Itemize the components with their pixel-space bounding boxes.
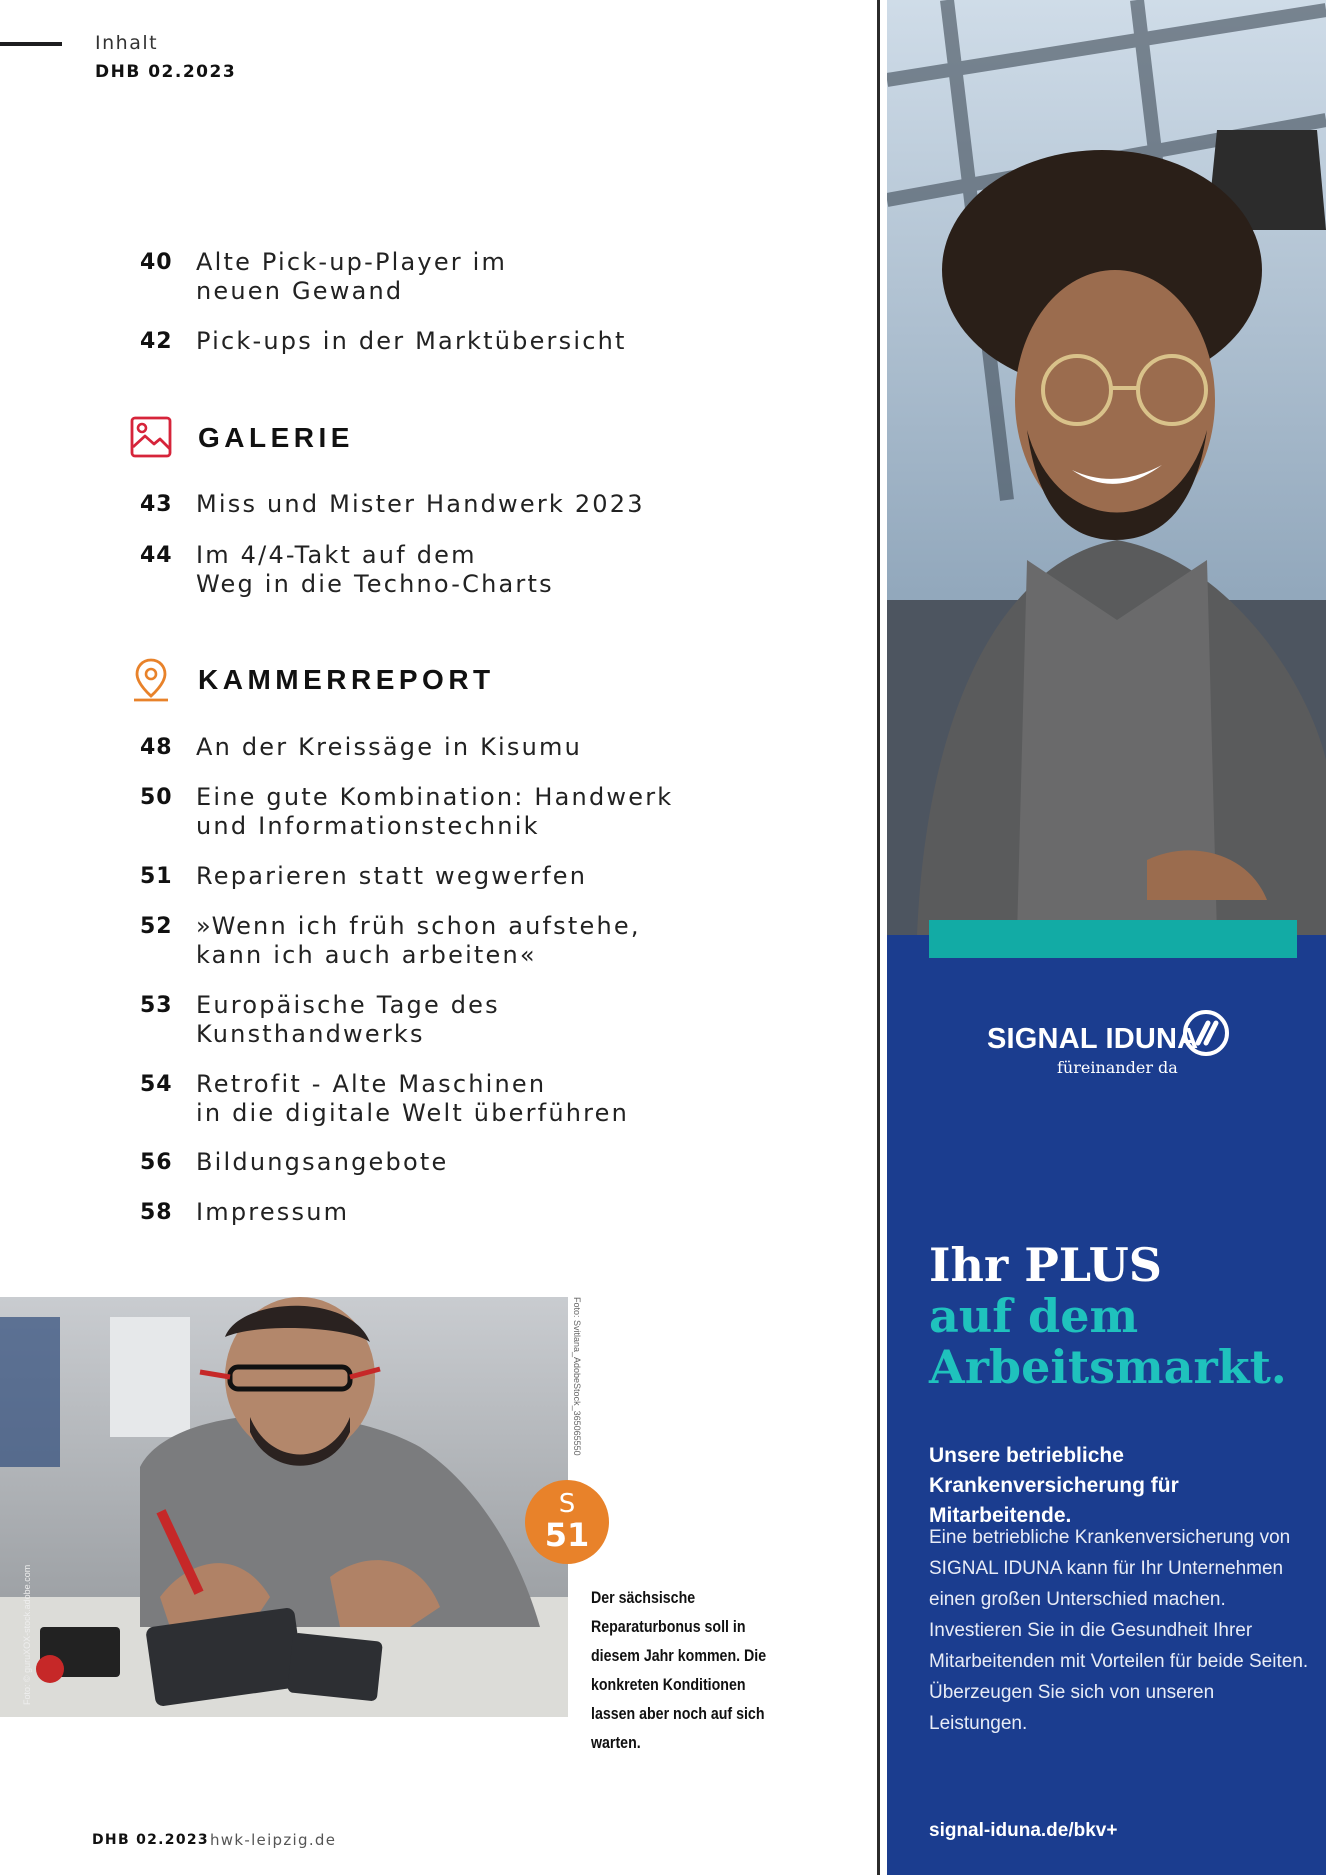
toc-page-number: 44 — [140, 543, 173, 568]
toc-title: Pick-ups in der Marktübersicht — [196, 327, 627, 355]
advertisement[interactable] — [887, 0, 1326, 1875]
toc-page-number: 53 — [140, 993, 173, 1018]
header-rule — [0, 42, 62, 46]
toc-title: Im 4/4-Takt auf dem Weg in die Techno-Charts — [196, 541, 554, 598]
ad-link[interactable]: signal-iduna.de/bkv+ — [929, 1820, 1118, 1841]
section-kicker: Inhalt — [95, 32, 159, 54]
toc-entry[interactable] — [140, 912, 641, 970]
toc-title: »Wenn ich früh schon aufstehe, kann ich auch arbeiten« — [196, 912, 641, 969]
toc-page-number: 56 — [140, 1150, 173, 1175]
brand-name: SIGNAL IDUNA — [987, 1023, 1199, 1055]
toc-page-number: 52 — [140, 914, 173, 939]
toc-entry[interactable] — [140, 1070, 629, 1128]
toc-title: Miss und Mister Handwerk 2023 — [196, 490, 645, 518]
toc-title: Bildungsangebote — [196, 1148, 449, 1176]
toc-entry[interactable] — [140, 1198, 349, 1227]
toc-entry[interactable] — [140, 862, 587, 891]
brand-mark-icon — [1182, 1009, 1230, 1057]
toc-entry[interactable] — [140, 541, 554, 599]
toc-page-number: 50 — [140, 785, 173, 810]
location-pin-icon — [128, 656, 176, 704]
section-label: GALERIE — [198, 422, 354, 453]
toc-title: Europäische Tage des Kunsthandwerks — [196, 991, 500, 1048]
section-heading-galerie — [128, 414, 354, 462]
toc-page-number: 54 — [140, 1072, 173, 1097]
page-badge[interactable] — [525, 1480, 609, 1564]
toc-page-number: 58 — [140, 1200, 173, 1225]
ad-photo-illustration — [887, 0, 1326, 935]
ad-accent-bar — [929, 920, 1297, 958]
toc-title: Alte Pick-up-Player im neuen Gewand — [196, 248, 508, 305]
toc-page-number: 43 — [140, 492, 173, 517]
ad-subheadline: Unsere betriebliche Krankenversicherung für Mitarbeitende. — [929, 1444, 1179, 1527]
toc-page-number: 40 — [140, 250, 173, 275]
photo-caption: Der sächsische Reparaturbonus soll in diesem Jahr kommen. Die konkreten Konditionen lassen aber noch auf sich warten. — [591, 1589, 767, 1752]
section-heading-kammerreport — [128, 656, 495, 704]
ad-photo — [887, 0, 1326, 935]
badge-page-number: 51 — [544, 1516, 590, 1554]
ad-headline: Ihr PLUS auf dem Arbeitsmarkt. — [929, 1238, 1287, 1394]
footer-issue: DHB 02.2023 — [92, 1832, 209, 1848]
section-label: KAMMERREPORT — [198, 664, 495, 695]
toc-page-number: 42 — [140, 329, 173, 354]
toc-title: Impressum — [196, 1198, 350, 1226]
toc-entry[interactable] — [140, 1148, 448, 1177]
repair-photo — [0, 1297, 568, 1717]
image-icon — [128, 414, 176, 462]
ad-body-text: Eine betriebliche Krankenversicherung von SIGNAL IDUNA kann für Ihr Unternehmen einen großen Unterschied machen. Investieren Sie in die Gesundheit Ihrer Mitarbeitenden mit Vorteilen für beide Seiten. Überzeugen Sie sich von unseren Leistungen. — [929, 1527, 1309, 1734]
column-divider — [877, 0, 880, 1875]
toc-title: An der Kreissäge in Kisumu — [196, 733, 583, 761]
brand-tagline: füreinander da — [1057, 1058, 1178, 1077]
toc-entry[interactable] — [140, 783, 673, 841]
toc-entry[interactable] — [140, 248, 507, 306]
issue-label: DHB 02.2023 — [95, 62, 237, 82]
toc-entry[interactable] — [140, 490, 645, 519]
photo-credit: Foto: © guruXOX-stock.adobe.com — [22, 1564, 32, 1705]
toc-entry[interactable] — [140, 733, 582, 762]
photo-credit: Foto: Svitlana_AdobeStock_365065550 — [572, 1297, 582, 1456]
brand-logo[interactable] — [987, 1005, 1247, 1085]
footer-url[interactable]: hwk-leipzig.de — [210, 1831, 337, 1849]
toc-title: Reparieren statt wegwerfen — [196, 862, 588, 890]
toc-page-number: 48 — [140, 735, 173, 760]
toc-page-number: 51 — [140, 864, 173, 889]
toc-title: Retrofit - Alte Maschinen in die digitale Welt überführen — [196, 1070, 630, 1127]
badge-prefix: S — [558, 1489, 576, 1519]
toc-entry[interactable] — [140, 991, 500, 1049]
repair-photo-illustration — [0, 1297, 568, 1717]
toc-entry[interactable] — [140, 327, 627, 356]
toc-title: Eine gute Kombination: Handwerk und Informationstechnik — [196, 783, 674, 840]
